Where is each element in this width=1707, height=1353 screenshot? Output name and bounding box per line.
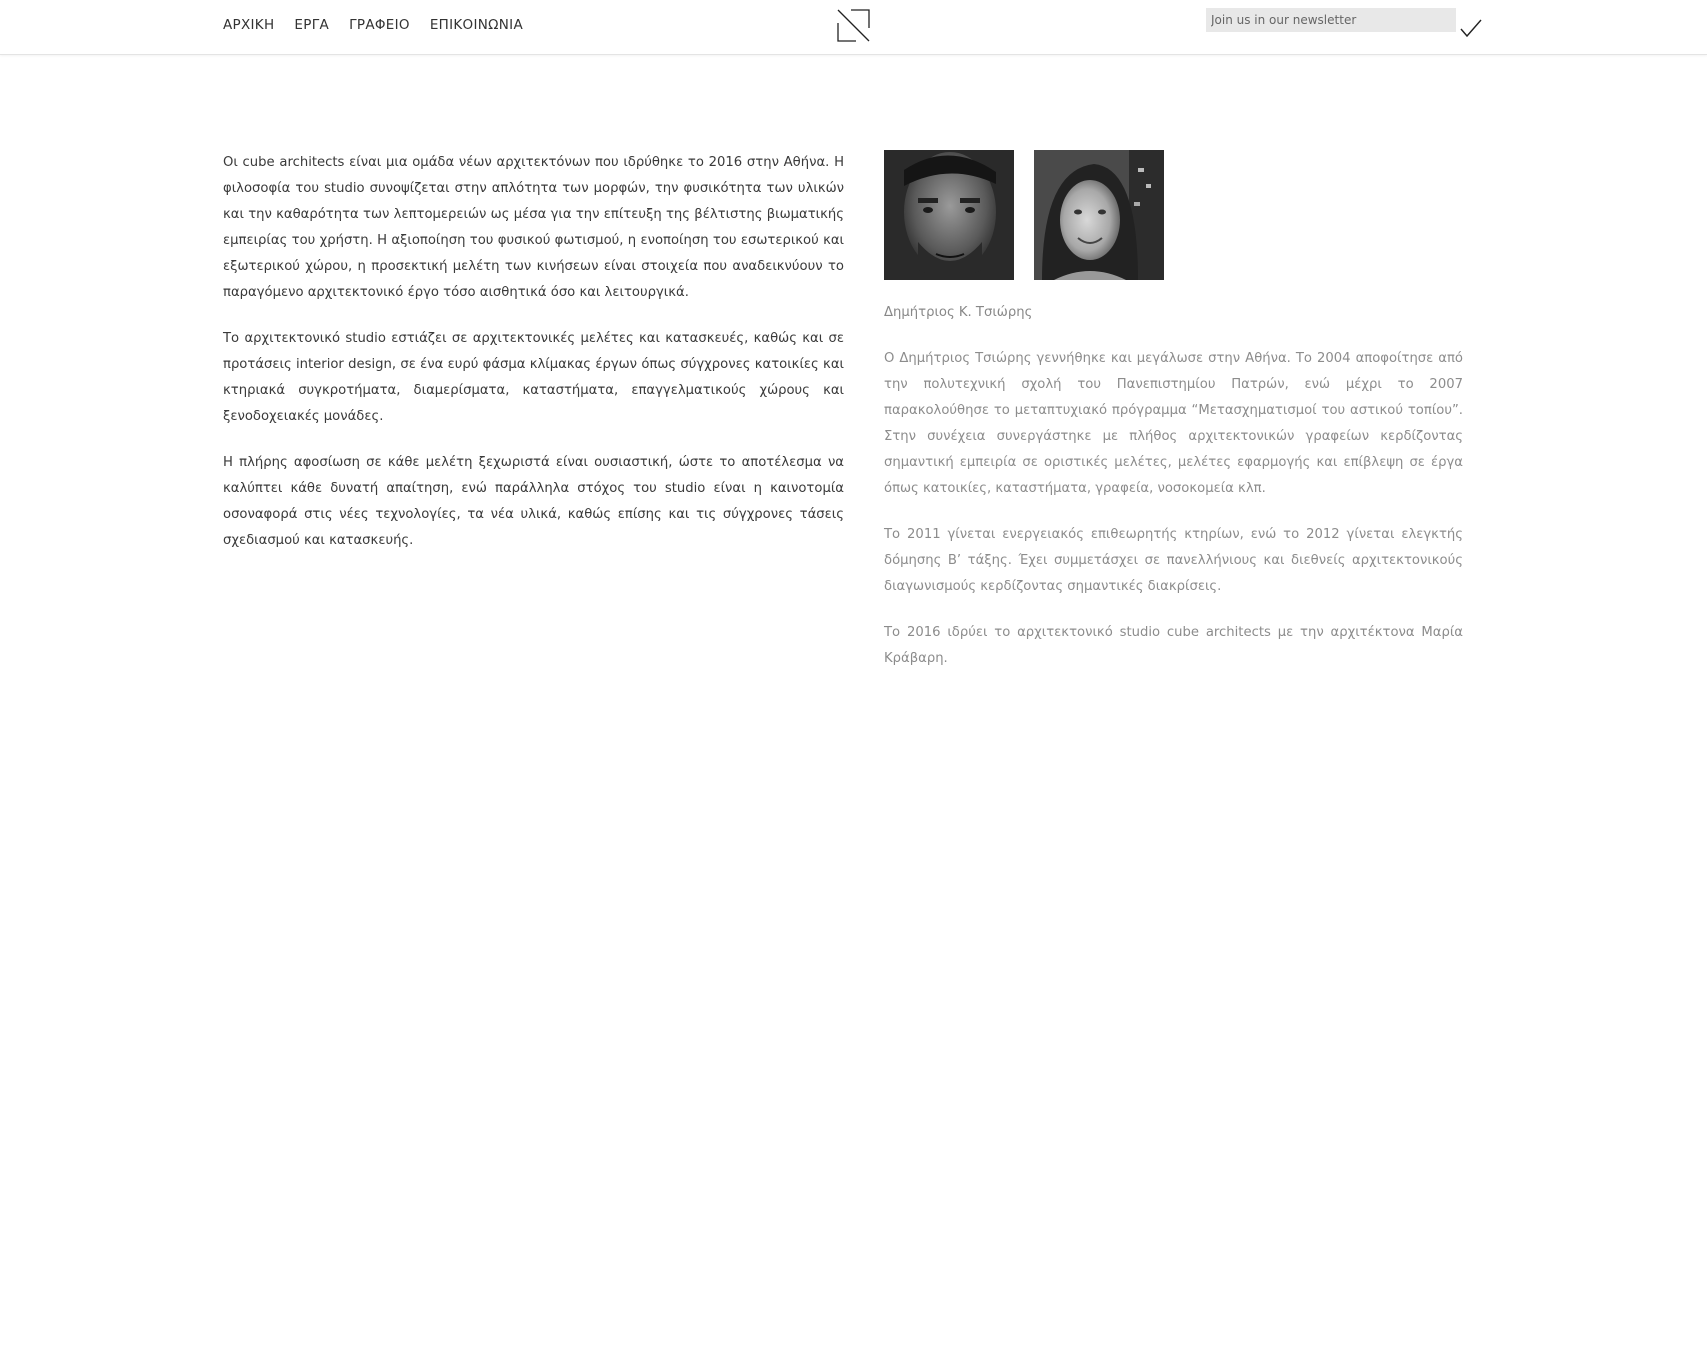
about-paragraph: Οι cube architects είναι μια ομάδα νέων αρχιτεκτόνων που ιδρύθηκε το 2016 στην Αθήνα. Η φιλοσοφία του studio συνοψίζεται στην απλότητα των μορφών, την φυσικότητα των υλικών και την καθαρότητα των λεπτομερειών ως μέσα για την επίτευξη της βέλτιστης βιωματικής εμπειρίας του χρήστη. Η αξιοποίηση του φυσικού φωτισμού, η ενοποίηση του εσωτερικού και εξωτερικού χώρου, η προσεκτική μελέτη των κινήσεων είναι στοιχεία που αναδεικνύουν το παραγόμενο αρχιτεκτονικό έργο τόσο αισθητικά όσο και λειτουργικά. <box>223 155 844 300</box>
newsletter-email-input[interactable] <box>1206 8 1456 32</box>
main-nav <box>223 17 523 33</box>
bio-paragraph: Το 2011 γίνεται ενεργειακός επιθεωρητής κτηρίων, ενώ το 2012 γίνεται ελεγκτής δόμησης Β’ τάξης. Έχει συμμετάσχει σε πανελλήνιους και διεθνείς αρχιτεκτονικούς διαγωνισμούς κερδίζοντας σημαντικές διακρίσεις. <box>884 527 1463 594</box>
team-member-photo-male <box>884 150 1014 280</box>
site-header <box>0 0 1707 55</box>
team-member-photo-female <box>1034 150 1164 280</box>
team-photos <box>884 150 1164 280</box>
about-paragraph: Το αρχιτεκτονικό studio εστιάζει σε αρχιτεκτονικές μελέτες και κατασκευές, καθώς και σε προτάσεις interior design, σε ένα ευρύ φάσμα κλίμακας έργων όπως σύγχρονες κατοικίες και κτηριακά συγκροτήματα, διαμερίσματα, καταστήματα, επαγγελματικούς χώρους και ξενοδοχειακές μονάδες. <box>223 331 844 424</box>
cube-logo-icon[interactable] <box>837 9 870 42</box>
checkmark-icon[interactable] <box>1460 18 1482 38</box>
about-paragraph: Η πλήρης αφοσίωση σε κάθε μελέτη ξεχωριστά είναι ουσιαστική, ώστε το αποτέλεσμα να καλύπτει κάθε δυνατή απαίτηση, ενώ παράλληλα στόχος του studio είναι η καινοτομία οσοναφορά στις νέες τεχνολογίες, τα νέα υλικά, καθώς επίσης και τις σύγχρονες τάσεις σχεδιασμού και κατασκευής. <box>223 455 844 548</box>
bio-paragraph: Ο Δημήτριος Τσιώρης γεννήθηκε και μεγάλωσε στην Αθήνα. Το 2004 αποφοίτησε από την πολυτεχνική σχολή του Πανεπιστημίου Πατρών, ενώ μέχρι το 2007 παρακολούθησε το μεταπτυχιακό πρόγραμμα “Μετασχηματισμοί του αστικού τοπίου”. Στην συνέχεια συνεργάστηκε με πλήθος αρχιτεκτονικών γραφείων κερδίζοντας σημαντική εμπειρία σε οριστικές μελέτες, μελέτες εφαρμογής και επίβλεψη σε έργα όπως κατοικίες, καταστήματα, γραφεία, νοσοκομεία κλπ. <box>884 351 1463 496</box>
team-member-bio <box>884 346 1463 692</box>
nav-projects-link[interactable]: ΕΡΓΑ <box>294 17 330 33</box>
bio-paragraph: Το 2016 ιδρύει το αρχιτεκτονικό studio cube architects με την αρχιτέκτονα Μαρία Κράβαρη. <box>884 625 1463 666</box>
studio-description <box>223 150 844 574</box>
nav-contact-link[interactable]: ΕΠΙΚΟΙΝΩΝΙΑ <box>429 17 523 33</box>
nav-home-link[interactable]: ΑΡΧΙΚΗ <box>223 17 275 33</box>
team-member-name: Δημήτριος Κ. Τσιώρης <box>884 305 1033 320</box>
nav-office-link[interactable]: ΓΡΑΦΕΙΟ <box>349 17 410 33</box>
